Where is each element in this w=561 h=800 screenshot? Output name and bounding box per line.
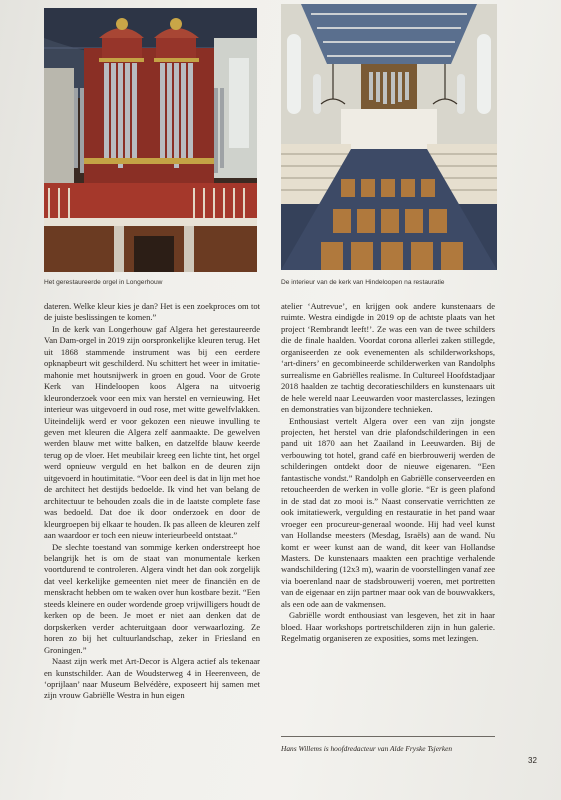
footer-divider <box>281 736 495 737</box>
paragraph: atelier ‘Autrevue’, en krijgen ook andere kunstenaars de ruimte. Westra eindigde in 2019 op de achtste plaats van het project ‘Rembrandt leeft!’. Ze was een van de twee schilders die de finale haalden. Voordat corona allerlei zaken stillegde, organiseerden ze ook evenementen als schilderworkshops, ‘art-diners’ en gecombineerde schilderwerken van Randolphs surrealisme en Gabriëlles realisme. In Cultureel Hoofdstadjaar 2018 haalden ze tachtig decoratieschilders en kunstenaars uit de hele wereld naar Leeuwarden voor masterclasses, lezingen en demonstraties van bijzondere technieken. <box>281 301 495 415</box>
article-column-left <box>44 301 260 702</box>
church-interior-illustration <box>281 4 497 270</box>
organ-illustration <box>44 8 257 272</box>
organ-photo-caption: Het gerestaureerde orgel in Longerhouw <box>44 279 163 286</box>
paragraph: Enthousiast vertelt Algera over een van zijn jongste projecten, het herstel van drie plafondschilderingen in een pand uit 1870 aan het Zaailand in Leeuwarden. Bij de verbouwing tot hotel, grand café en bierbrouwerij werden de schilderingen ontdekt door de nieuwe eigenaren. “Een fantastische vondst.” Randolph en Gabriëlle conserveerden en retoucheerden de werken in volle glorie. “Er is geen plafond in de stad dat zo mooi is.” Naast conservatie verrichtten ze ook imitatiewerk, vergulding en restauratie in het pand waar vroeger een procureur-generaal woonde. Hij had veel kunst van Hollandse meesters (Mesdag, Israëls) aan de wand. Nu komt er weer kunst aan de wand, dit keer van Hollandse Masters. De kunstenaars maakten een prachtige verhalende wandschildering (12x3 m), waarin de voorstellingen vanaf zee via boerenland naar de stadsbrouwerij voeren, met portretten van de eigenaar en zijn partner maar ook van de bouwvakkers, als een ode aan de vakmensen. <box>281 415 495 609</box>
author-note: Hans Willems is hoofdredacteur van Alde Fryske Tsjerken <box>281 744 453 753</box>
paragraph: dateren. Welke kleur kies je dan? Het is een zoekproces om tot de juiste beslissingen te komen.” <box>44 301 260 323</box>
paragraph: In de kerk van Longerhouw gaf Algera het gerestaureerde Van Dam-orgel in 2019 zijn oorspronkelijke kleuren terug. Het uit 1868 stammende instrument was bij een eerdere opknapbeurt wit geschilderd. Nu schittert het weer in imitatie-mahonie met houtsnijwerk in groen en goud. Voor de Grote Kerk van Hindeloopen koos Algera na uitvoerig kleuronderzoek voor een mix van herstel en vernieuwing. Het interieur was uitgevoerd in oud rose, met witte gewelfvlakken. Uiteindelijk werd er voor gekozen een nieuwe invulling te geven met kleuren die Algera zelf aanmaakte. De gewelven werden blauw met witte balken, en datzelfde blauw keerde terug op de vloer. Het meubilair kreeg een lichte tint, het orgel werd opnieuw verguld en het balkon en de deuren zijn uitgevoerd in houtimitatie. “Voor een deel is dat in lijn met hoe de architect het destijds bedoelde. Ik vind het van belang de architectuur te behouden zoals die in de laatste complete fase was bedoeld. Dat doe ik door onderzoek en door de kleurgroepen bij elkaar te houden. Ik pas alleen de kleuren zelf aan waardoor er toch een nieuw interieurbeeld ontstaat.” <box>44 323 260 541</box>
interior-photo-caption: De interieur van de kerk van Hindeloopen na restauratie <box>281 279 445 286</box>
paragraph: Gabriëlle wordt enthousiast van lesgeven, het zit in haar bloed. Haar workshops portretschilderen zijn in hun galerie. Regelmatig organiseren ze exposities, soms met lezingen. <box>281 610 495 644</box>
paragraph: Naast zijn werk met Art-Decor is Algera actief als tekenaar en kunstschilder. Aan de Woudsterweg 4 in Heerenveen, de ‘oprijlaan’ naar Museum Belvédère, exposeert hij samen met zijn vrouw Gabriëlle Westra in hun eigen <box>44 656 260 701</box>
paragraph: De slechte toestand van sommige kerken onderstreept hoe belangrijk het is om de staat van monumentale kerken voortdurend te controleren. Algera vindt het dan ook zorgelijk dat veel kerkelijke gemeenten niet meer de financiën en de menskracht hebben om te waken over hun kostbare bezit. “Een steeds kleinere en ouder wordende groep vrijwilligers houdt de kerken op de been. Je moet er niet aan denken dat de dorpskerken verder achteruitgaan door verwaarlozing. Ze horen zo bij het cultuurlandschap, zeker in Friesland en Groningen.” <box>44 541 260 655</box>
church-interior-photo <box>281 4 497 270</box>
article-column-right <box>281 301 495 645</box>
organ-photo <box>44 8 257 272</box>
page-number: 32 <box>528 756 537 765</box>
